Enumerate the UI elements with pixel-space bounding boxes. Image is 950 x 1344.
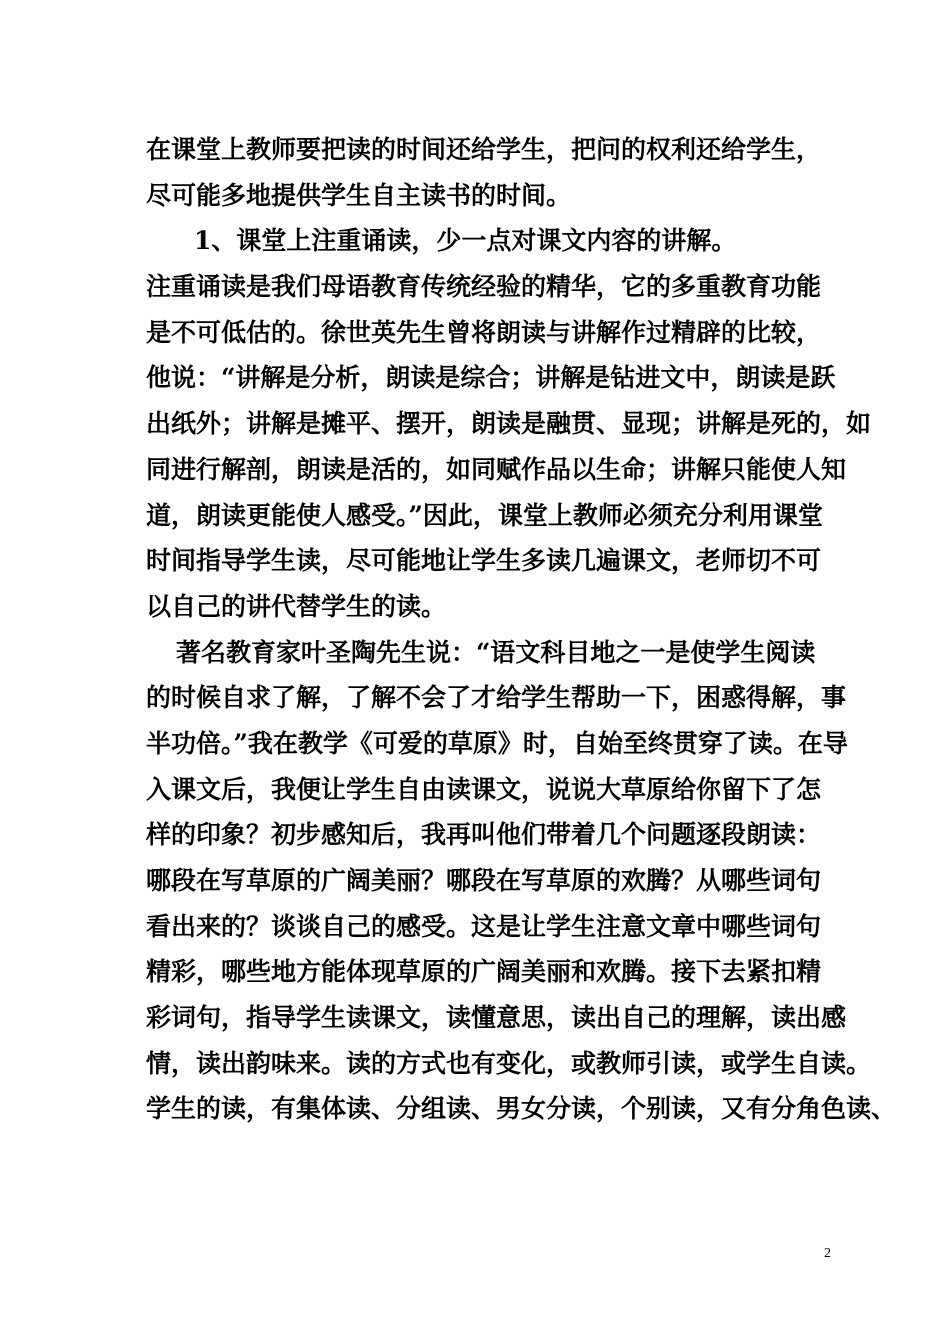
text-line: 道，朗读更能使人感受。”因此，课堂上教师必须充分利用课堂 <box>146 500 823 530</box>
text-line: 半功倍。”我在教学《可爱的草原》时，自始至终贯穿了读。在导 <box>146 728 848 758</box>
text-line: 时间指导学生读，尽可能地让学生多读几遍课文，老师切不可 <box>146 546 822 576</box>
paragraph-start: 著名教育家叶圣陶先生说：“语文科目地之一是使学生阅读 <box>176 637 816 667</box>
text-line: 尽可能多地提供学生自主读书的时间。 <box>146 180 572 210</box>
text-line: 的时候自求了解，了解不会了才给学生帮助一下，困惑得解，事 <box>146 683 847 713</box>
text-line: 在课堂上教师要把读的时间还给学生，把问的权利还给学生， <box>146 135 822 164</box>
text-line: 以自己的讲代替学生的读。 <box>146 591 447 621</box>
text-line: 同进行解剖，朗读是活的，如同赋作品以生命；讲解只能使人知 <box>146 454 847 484</box>
text-line: 情，读出韵味来。读的方式也有变化，或教师引读，或学生自读。 <box>146 1048 872 1078</box>
text-line: 样的印象？初步感知后，我再叫他们带着几个问题逐段朗读： <box>146 820 822 850</box>
text-line: 看出来的？谈谈自己的感受。这是让学生注意文章中哪些词句 <box>146 911 822 941</box>
text-line: 他说：“讲解是分析，朗读是综合；讲解是钻进文中，朗读是跃 <box>146 363 836 393</box>
page-number: 2 <box>824 1246 831 1261</box>
body-text <box>146 127 897 1132</box>
text-line: 精彩，哪些地方能体现草原的广阔美丽和欢腾。接下去紧扣精 <box>146 957 822 987</box>
text-line: 出纸外；讲解是摊平、摆开，朗读是融贯、显现；讲解是死的，如 <box>146 409 872 439</box>
text-line: 是不可低估的。徐世英先生曾将朗读与讲解作过精辟的比较， <box>146 317 822 347</box>
text-line: 学生的读，有集体读、分组读、男女分读，个别读，又有分角色读、 <box>146 1094 897 1124</box>
section-heading: 1、课堂上注重诵读，少一点对课文内容的讲解。 <box>194 226 737 256</box>
text-line: 注重诵读是我们母语教育传统经验的精华，它的多重教育功能 <box>146 272 822 302</box>
text-line: 哪段在写草原的广阔美丽？哪段在写草原的欢腾？从哪些词句 <box>146 866 822 895</box>
text-line: 入课文后，我便让学生自由读课文，说说大草原给你留下了怎 <box>146 774 822 804</box>
text-line: 彩词句，指导学生读课文，读懂意思，读出自己的理解，读出感 <box>146 1003 847 1033</box>
